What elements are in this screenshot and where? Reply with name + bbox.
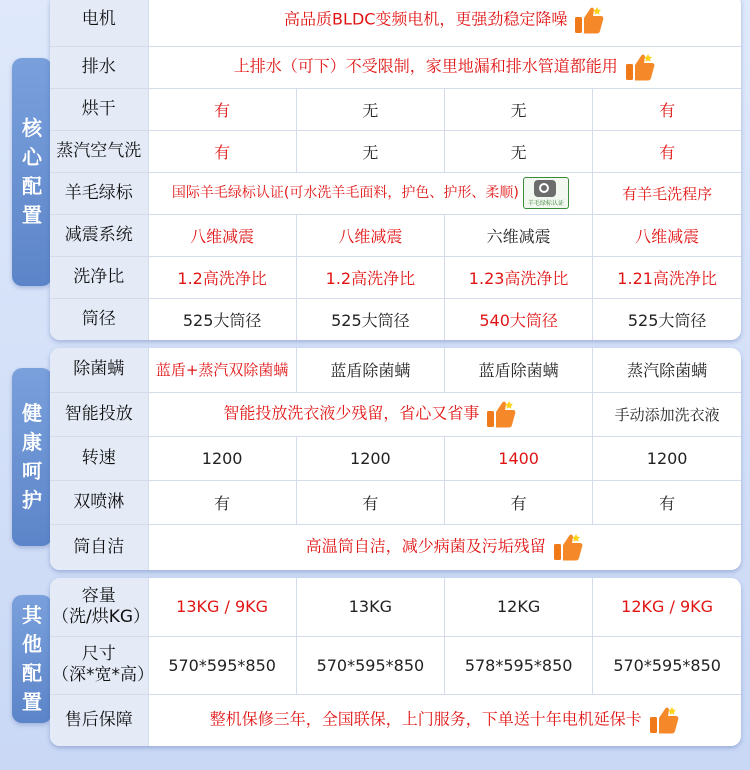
- table-row: [50, 436, 741, 480]
- dosing-cell: [148, 392, 593, 436]
- capacity-cell: 13KG / 9KG: [148, 578, 296, 636]
- section-char: 其: [22, 603, 42, 627]
- row-label-line: 容量: [81, 585, 116, 606]
- thumbs-up-icon: [552, 532, 584, 562]
- speed-cell: 1200: [148, 436, 296, 480]
- row-label: 除菌螨: [50, 348, 148, 392]
- row-label-line: （深*宽*高）: [52, 665, 154, 685]
- selfclean-text: 高温筒自洁，减少病菌及污垢残留: [305, 536, 546, 556]
- other-config-table: [50, 578, 741, 746]
- row-label: 筒径: [50, 298, 148, 340]
- ratio-cell: 1.21高洗净比: [593, 256, 741, 298]
- capacity-cell: 13KG: [296, 578, 444, 636]
- wool-text: 国际羊毛绿标认证(可水洗羊毛面料，护色、护形、柔顺): [171, 185, 519, 201]
- dry-cell: 有: [593, 88, 741, 130]
- row-label: 减震系统: [50, 214, 148, 256]
- table-row: [50, 578, 741, 636]
- row-label: 售后保障: [50, 694, 148, 746]
- row-label: [50, 578, 151, 636]
- row-label: 蒸汽空气洗: [50, 130, 148, 172]
- row-label-line: （洗/烘KG）: [52, 606, 151, 627]
- size-cell: 570*595*850: [148, 636, 296, 694]
- row-label: 羊毛绿标: [50, 172, 148, 214]
- table-row: [50, 46, 741, 88]
- table-row: [50, 694, 741, 746]
- row-label: 双喷淋: [50, 480, 148, 524]
- dry-cell: 无: [445, 88, 593, 130]
- motor-text: 高品质BLDC变频电机，更强劲稳定降噪: [284, 9, 568, 29]
- section-char: 配: [22, 174, 42, 198]
- table-row: [50, 214, 741, 256]
- row-label: 电机: [50, 0, 148, 46]
- steam-cell: 无: [296, 130, 444, 172]
- section-char: 护: [22, 488, 42, 512]
- section-char: 核: [22, 116, 42, 140]
- row-label: [50, 636, 154, 694]
- thumbs-up-icon: [648, 705, 680, 735]
- ratio-cell: 1.23高洗净比: [445, 256, 593, 298]
- section-char: 他: [22, 632, 42, 656]
- ratio-cell: 1.2高洗净比: [148, 256, 296, 298]
- table-row: [50, 0, 741, 46]
- wool-cell: 有羊毛洗程序: [593, 172, 741, 214]
- row-label: 筒自洁: [50, 524, 148, 570]
- section-char: 配: [22, 661, 42, 685]
- badge-text: 羊毛绿标认证: [527, 200, 564, 207]
- drum-cell: 540大筒径: [445, 298, 593, 340]
- capacity-cell: 12KG: [445, 578, 593, 636]
- thumbs-up-icon: [485, 399, 517, 429]
- speed-cell: 1400: [445, 436, 593, 480]
- health-care-table: [50, 348, 741, 570]
- row-label-line: 尺寸: [81, 644, 116, 664]
- spray-cell: 有: [296, 480, 444, 524]
- mite-cell: 蒸汽除菌螨: [593, 348, 741, 392]
- dosing-text: 智能投放洗衣液少残留，省心又省事: [223, 403, 480, 423]
- section-char: 呵: [22, 459, 42, 483]
- size-cell: 570*595*850: [593, 636, 741, 694]
- table-row: [50, 298, 741, 340]
- shock-cell: 八维减震: [296, 214, 444, 256]
- steam-cell: 有: [148, 130, 296, 172]
- table-row: [50, 130, 741, 172]
- spray-cell: 有: [445, 480, 593, 524]
- warranty-text: 整机保修三年，全国联保，上门服务，下单送十年电机延保卡: [209, 709, 642, 729]
- table-row: [50, 636, 741, 694]
- row-label: 洗净比: [50, 256, 148, 298]
- section-char: 置: [22, 690, 42, 714]
- mite-cell: 蓝盾除菌螨: [296, 348, 444, 392]
- drain-cell: [148, 46, 741, 88]
- steam-cell: 有: [593, 130, 741, 172]
- drum-cell: 525大筒径: [296, 298, 444, 340]
- steam-cell: 无: [445, 130, 593, 172]
- thumbs-up-icon: [573, 5, 605, 35]
- table-row: [50, 524, 741, 570]
- core-config-table: [50, 0, 741, 340]
- row-label: 智能投放: [50, 392, 148, 436]
- size-cell: 578*595*850: [445, 636, 593, 694]
- section-char: 康: [22, 430, 42, 454]
- table-row: [50, 392, 741, 436]
- dry-cell: 无: [296, 88, 444, 130]
- selfclean-cell: [148, 524, 741, 570]
- section-tab-health: [12, 368, 52, 546]
- drain-text: 上排水（可下）不受限制，家里地漏和排水管道都能用: [233, 56, 618, 76]
- size-cell: 570*595*850: [296, 636, 444, 694]
- row-label: 转速: [50, 436, 148, 480]
- shock-cell: 八维减震: [593, 214, 741, 256]
- drum-cell: 525大筒径: [148, 298, 296, 340]
- drum-cell: 525大筒径: [593, 298, 741, 340]
- section-tab-core: [12, 58, 52, 286]
- section-char: 心: [22, 145, 42, 169]
- speed-cell: 1200: [296, 436, 444, 480]
- motor-cell: [148, 0, 741, 46]
- spray-cell: 有: [593, 480, 741, 524]
- wool-cell: [148, 172, 593, 214]
- woolmark-badge-icon: [523, 177, 569, 209]
- shock-cell: 八维减震: [148, 214, 296, 256]
- table-row: [50, 480, 741, 524]
- capacity-cell: 12KG / 9KG: [593, 578, 741, 636]
- table-row: [50, 256, 741, 298]
- mite-cell: 蓝盾+蒸汽双除菌螨: [148, 348, 296, 392]
- section-char: 健: [22, 401, 42, 425]
- table-row: [50, 172, 741, 214]
- thumbs-up-icon: [624, 52, 656, 82]
- shock-cell: 六维减震: [445, 214, 593, 256]
- row-label: 烘干: [50, 88, 148, 130]
- dry-cell: 有: [148, 88, 296, 130]
- section-tab-other: [12, 595, 52, 723]
- table-row: [50, 348, 741, 392]
- mite-cell: 蓝盾除菌螨: [445, 348, 593, 392]
- section-char: 置: [22, 203, 42, 227]
- spray-cell: 有: [148, 480, 296, 524]
- table-row: [50, 88, 741, 130]
- warranty-cell: [148, 694, 741, 746]
- dosing-cell: 手动添加洗衣液: [593, 392, 741, 436]
- ratio-cell: 1.2高洗净比: [296, 256, 444, 298]
- row-label: 排水: [50, 46, 148, 88]
- speed-cell: 1200: [593, 436, 741, 480]
